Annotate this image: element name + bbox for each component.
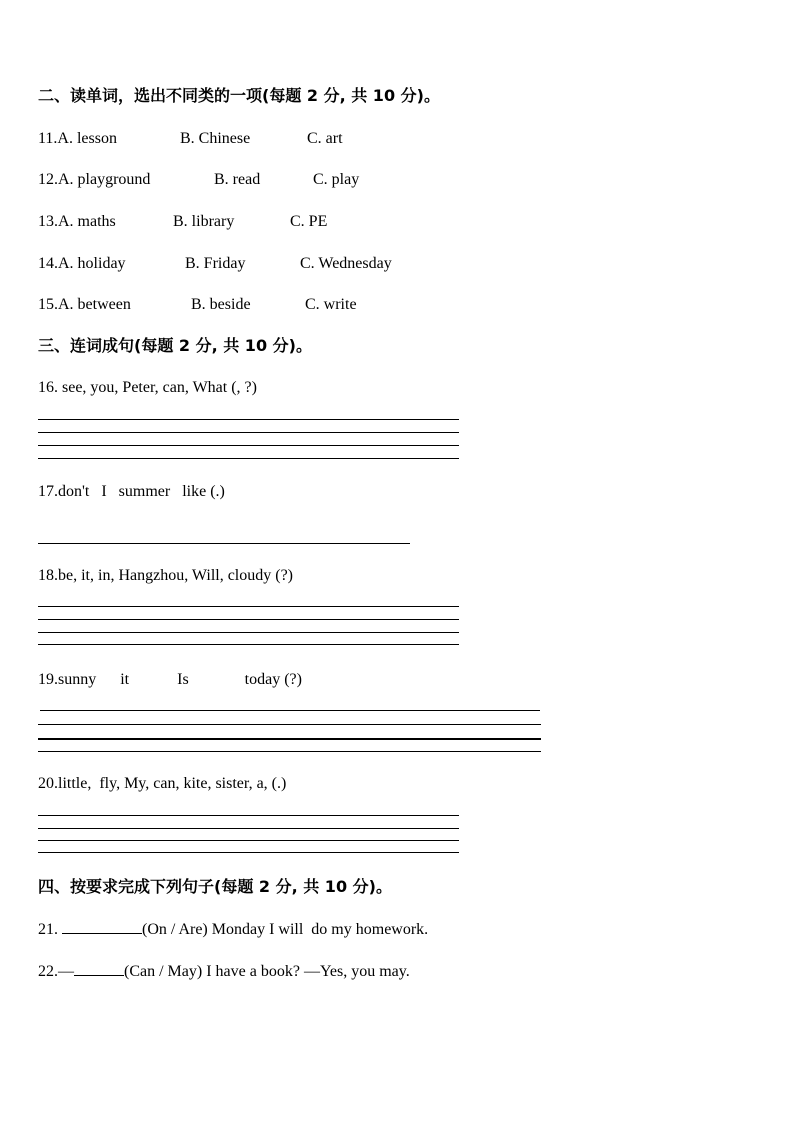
question-words: see, you, Peter, can, What (, ?) xyxy=(58,379,257,396)
answer-line[interactable] xyxy=(38,751,541,752)
option-b: B. Friday xyxy=(185,255,246,272)
section-heading: 四、按要求完成下列句子(每题 2 分, 共 10 分)。 xyxy=(38,877,392,896)
question-words: sunny it Is today (?) xyxy=(58,671,302,688)
question-number: 18. xyxy=(38,567,58,584)
question-number: 19. xyxy=(38,671,58,688)
option-a: A. maths xyxy=(58,213,116,230)
answer-line[interactable] xyxy=(40,710,540,711)
option-c: C. play xyxy=(313,171,360,188)
order-question xyxy=(38,566,293,586)
option-c: C. art xyxy=(307,130,343,147)
question-words: be, it, in, Hangzhou, Will, cloudy (?) xyxy=(58,567,294,584)
order-question xyxy=(38,482,225,502)
answer-blank[interactable] xyxy=(62,919,142,934)
option-c: C. Wednesday xyxy=(300,255,392,272)
option-a: A. playground xyxy=(58,171,151,188)
question-number: 21. xyxy=(38,921,58,938)
answer-line[interactable] xyxy=(38,852,459,853)
option-a: A. between xyxy=(58,296,131,313)
question-number: 12. xyxy=(38,171,58,188)
question-number: 20. xyxy=(38,775,58,792)
order-question xyxy=(38,774,286,794)
answer-line[interactable] xyxy=(38,738,541,740)
order-question xyxy=(38,670,302,690)
answer-line[interactable] xyxy=(38,632,459,633)
question-number: 16. xyxy=(38,379,58,396)
option-c: C. PE xyxy=(290,213,328,230)
complete-question xyxy=(38,919,428,940)
option-b: B. library xyxy=(173,213,235,230)
section-heading: 三、连词成句(每题 2 分, 共 10 分)。 xyxy=(38,336,312,355)
question-text: (Can / May) I have a book? —Yes, you may. xyxy=(124,963,410,980)
question-words: little, fly, My, can, kite, sister, a, (.) xyxy=(58,775,287,792)
answer-line[interactable] xyxy=(38,419,459,420)
answer-line[interactable] xyxy=(38,445,459,446)
option-a: A. holiday xyxy=(58,255,126,272)
answer-line[interactable] xyxy=(38,840,459,841)
question-prefix: — xyxy=(58,963,74,980)
question-number: 15. xyxy=(38,296,58,313)
option-b: B. read xyxy=(214,171,261,188)
question-number: 14. xyxy=(38,255,58,272)
answer-blank[interactable] xyxy=(74,961,124,976)
option-b: B. Chinese xyxy=(180,130,251,147)
question-number: 22. xyxy=(38,963,58,980)
section-heading: 二、读单词，选出不同类的一项(每题 2 分, 共 10 分)。 xyxy=(38,86,440,105)
answer-line[interactable] xyxy=(38,432,459,433)
option-a: A. lesson xyxy=(57,130,117,147)
option-b: B. beside xyxy=(191,296,251,313)
answer-line[interactable] xyxy=(38,543,410,544)
order-question xyxy=(38,378,257,398)
option-c: C. write xyxy=(305,296,357,313)
answer-line[interactable] xyxy=(38,644,459,645)
question-text: (On / Are) Monday I will do my homework. xyxy=(142,921,429,938)
question-words: don't I summer like (.) xyxy=(58,483,225,500)
answer-line[interactable] xyxy=(38,815,459,816)
answer-line[interactable] xyxy=(38,828,459,829)
question-number: 11. xyxy=(38,130,58,147)
answer-line[interactable] xyxy=(38,458,459,459)
question-number: 13. xyxy=(38,213,58,230)
complete-question xyxy=(38,961,410,982)
answer-line[interactable] xyxy=(38,724,541,725)
answer-line[interactable] xyxy=(38,606,459,607)
question-number: 17. xyxy=(38,483,58,500)
answer-line[interactable] xyxy=(38,619,459,620)
